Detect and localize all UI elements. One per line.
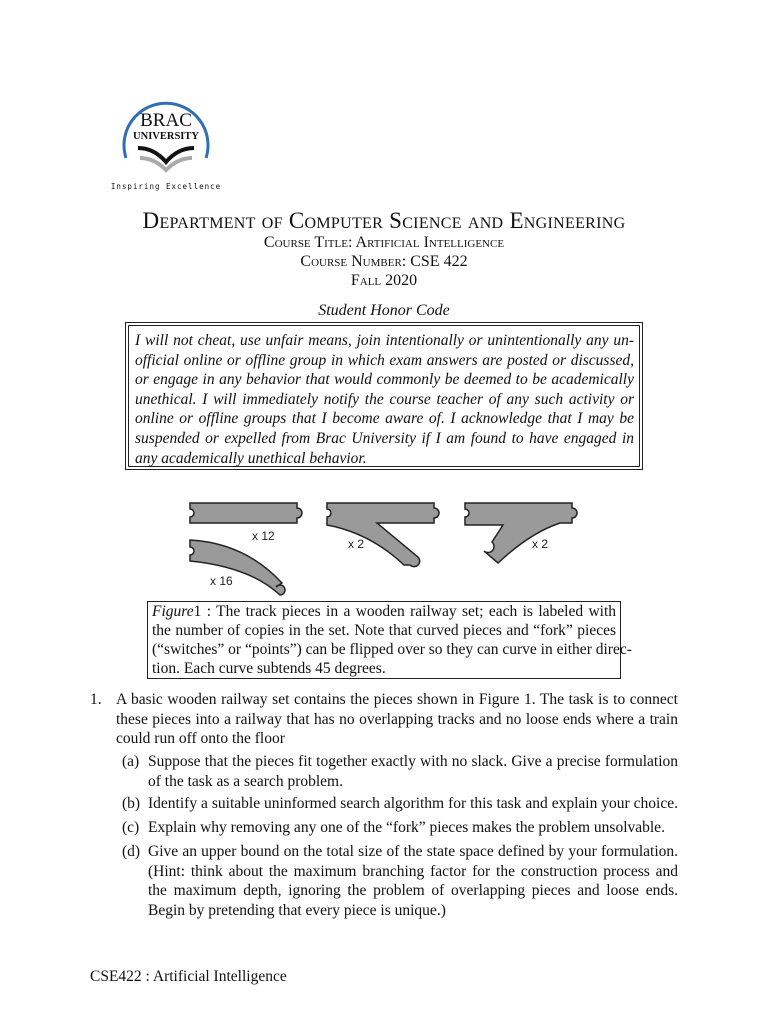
part-c [148, 818, 678, 838]
logo-line2: UNIVERSITY [133, 131, 199, 142]
part-d [148, 842, 678, 920]
honor-line: suspended or expelled from Brac University if I am found to have engaged in [135, 429, 634, 447]
part-label: (b) [122, 795, 141, 812]
question-number: 1. [90, 691, 102, 708]
part-label: (c) [122, 819, 140, 836]
part-line: the maximum depth, ignoring the problem of overlapping pieces and loose ends. [148, 882, 678, 899]
part-label: (a) [122, 753, 140, 770]
part-a [148, 752, 678, 791]
part-line: Begin by pretending that every piece is unique.) [148, 901, 446, 919]
honor-line: I will not cheat, use unfair means, join intentionally or unintentionally any un- [135, 332, 634, 349]
straight-count: x 12 [252, 529, 275, 543]
part-line: Give an upper bound on the total size of the state space defined by your formulation. [148, 843, 678, 860]
honor-line: online or offline groups that I become aware of. I acknowledge that I may be [135, 410, 634, 428]
course-number: Course Number: CSE 422 [300, 253, 468, 270]
fork-right-count: x 2 [348, 537, 365, 551]
caption-label: Figure [152, 603, 194, 620]
figure-caption [152, 603, 632, 679]
curve-count: x 16 [210, 574, 233, 588]
fork-left-count: x 2 [532, 537, 549, 551]
fork-right-piece [327, 503, 439, 567]
part-line: Suppose that the pieces fit together exactly with no slack. Give a precise formulation [148, 753, 678, 770]
question-text [116, 690, 678, 749]
part-label: (d) [122, 843, 141, 860]
honor-line: official online or offline group in which exam answers are posted or discussed, [135, 351, 634, 369]
honor-code-text [135, 331, 634, 468]
track-pieces-figure [180, 495, 580, 600]
part-line: Identify a suitable uninformed search algorithm for this task and explain your choice. [148, 795, 678, 812]
caption-text: : The track pieces in a wooden railway set; each is labeled with [201, 603, 616, 620]
term: Fall 2020 [350, 272, 418, 289]
brac-university-logo [106, 88, 226, 198]
caption-line: tion. Each curve subtends 45 degrees. [152, 659, 386, 677]
part-line: (Hint: think about the maximum branching factor for the construction process and [148, 862, 678, 880]
question-line: could run off onto the floor [116, 730, 285, 747]
logo-line1: BRAC [140, 110, 192, 131]
honor-code-heading: Student Honor Code [318, 302, 450, 319]
straight-track-piece [190, 503, 302, 523]
honor-line: or engage in any behavior that would commonly be deemed to be academically [135, 371, 634, 389]
caption-line: (“switches” or “points”) can be flipped over so they can curve in either direc- [152, 640, 632, 658]
caption-number: 1 [193, 603, 202, 620]
department-title: Department of Computer Science and Engineering [142, 208, 626, 233]
question-line: these pieces into a railway that has no overlapping tracks and no loose ends where a train [116, 710, 678, 728]
course-title: Course Title: Artificial Intelligence [263, 234, 505, 251]
fork-left-piece [465, 503, 577, 563]
part-line: Explain why removing any one of the “fork” pieces makes the problem unsolvable. [148, 819, 665, 836]
honor-line: unethical. I will immediately notify the course teacher of any such activity or [135, 390, 634, 408]
caption-line: the number of copies in the set. Note that curved pieces and “fork” pieces [152, 621, 616, 639]
honor-line: any academically unethical behavior. [135, 449, 367, 467]
part-b [148, 794, 678, 814]
curved-track-piece [190, 540, 285, 595]
logo-tagline: Inspiring Excellence [110, 182, 222, 191]
question-line: A basic wooden railway set contains the pieces shown in Figure 1. The task is to connect [116, 691, 678, 708]
page-footer: CSE422 : Artificial Intelligence [90, 968, 287, 985]
caption-line [152, 603, 616, 622]
part-line: of the task as a search problem. [148, 772, 343, 790]
